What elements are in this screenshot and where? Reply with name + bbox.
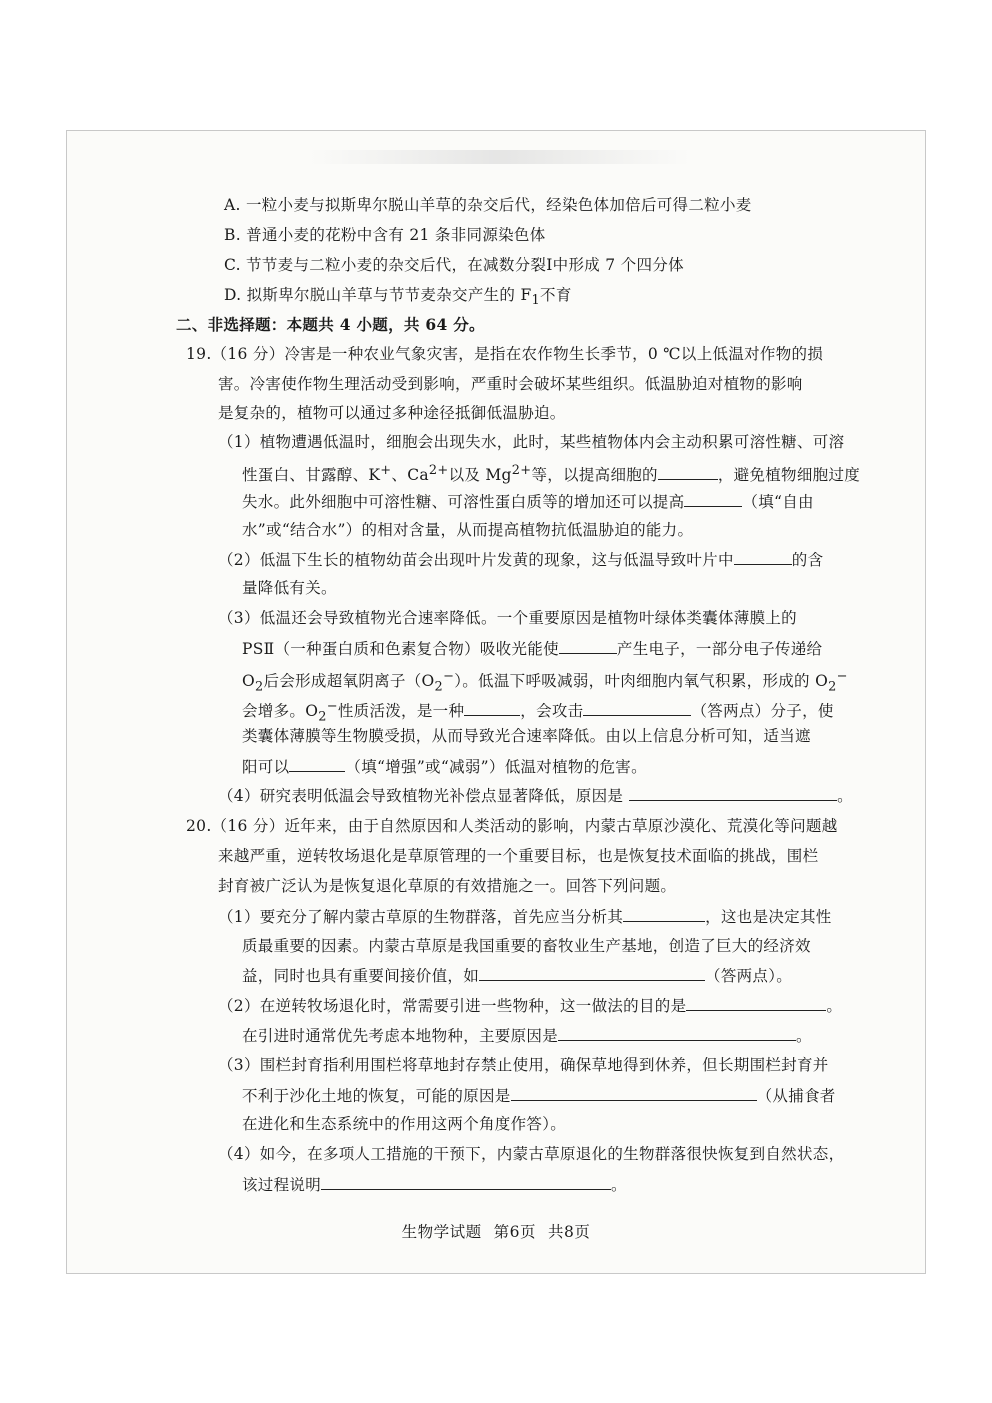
text: ，避免植物细胞过度: [717, 466, 861, 485]
option-d: [224, 284, 572, 312]
q19-part3-line5: 类囊体薄膜等生物膜受损，从而导致光合速率降低。由以上信息分析可知，适当遮: [242, 727, 811, 745]
footer-page: 第6页: [493, 1223, 536, 1241]
answer-blank[interactable]: [684, 490, 742, 507]
text: （填“增强”或“减弱”）低温对植物的危害。: [345, 758, 647, 776]
answer-blank[interactable]: [559, 637, 617, 654]
text: 后会形成超氧阴离子（O: [263, 672, 435, 691]
text: （答两点）分子，使: [691, 702, 834, 721]
answer-blank[interactable]: [289, 755, 345, 772]
option-b: B. 普通小麦的花粉中含有 21 条非同源染色体: [224, 226, 546, 244]
text: （答两点）。: [705, 967, 793, 985]
q19-part3-line4: [242, 696, 834, 728]
answer-blank[interactable]: [321, 1173, 611, 1190]
text: O: [242, 672, 256, 691]
text: 性蛋白、甘露醇、K: [242, 466, 381, 485]
q19-part3-line3: [242, 666, 848, 698]
footer-subject: 生物学试题: [401, 1223, 482, 1241]
answer-blank[interactable]: [734, 548, 792, 565]
page-footer: [0, 1220, 992, 1242]
answer-blank[interactable]: [464, 699, 520, 716]
answer-blank[interactable]: [623, 905, 705, 922]
text: 。: [796, 1027, 812, 1045]
text: 。: [826, 997, 843, 1015]
answer-blank[interactable]: [686, 994, 826, 1011]
q20-part3-line1: （3）围栏封育指利用围栏将草地封存禁止使用，确保草地得到休养，但长期围栏封育并: [218, 1056, 829, 1074]
text: （填“自由: [742, 493, 814, 511]
text: 阳可以: [242, 758, 290, 776]
text: 该过程说明: [242, 1176, 322, 1194]
superscript: 2+: [428, 463, 449, 478]
text: 产生电子，一部分电子传递给: [616, 640, 823, 658]
scan-smudge: [310, 150, 690, 164]
option-c: C. 节节麦与二粒小麦的杂交后代，在减数分裂Ⅰ中形成 7 个四分体: [224, 256, 684, 274]
text: 。: [837, 787, 853, 805]
option-a: A. 一粒小麦与拟斯卑尔脱山羊草的杂交后代，经染色体加倍后可得二粒小麦: [224, 196, 752, 214]
q19-part1-line3: [242, 490, 814, 513]
text: （4）研究表明低温会导致植物光补偿点显著降低，原因是: [218, 787, 624, 805]
q20-part4-line1: （4）如今，在多项人工措施的干预下，内蒙古草原退化的生物群落很快恢复到自然状态，: [218, 1145, 845, 1163]
text: 会增多。O: [242, 702, 319, 721]
superscript: −: [836, 669, 848, 684]
text: ，会攻击: [520, 702, 584, 721]
text: （从捕食者: [756, 1087, 836, 1105]
section-heading: 二、非选择题：本题共 4 小题，共 64 分。: [176, 315, 485, 334]
text: 。: [611, 1176, 627, 1194]
q20-part1-line2: 质最重要的因素。内蒙古草原是我国重要的畜牧业生产基地，创造了巨大的经济效: [242, 937, 811, 955]
q20-stem-line1: 20.（16 分）近年来，由于自然原因和人类活动的影响，内蒙古草原沙漠化、荒漠化等问题越: [186, 817, 838, 835]
subscript: 2: [255, 679, 264, 695]
q19-stem-line1: 19.（16 分）冷害是一种农业气象灾害，是指在农作物生长季节，0 ℃以上低温对作物的损: [186, 345, 824, 363]
text: （2）低温下生长的植物幼苗会出现叶片发黄的现象，这与低温导致叶片中: [218, 551, 734, 569]
text: 的含: [791, 551, 824, 569]
text: PSⅡ（一种蛋白质和色素复合物）吸收光能使: [242, 640, 559, 658]
text: （2）在逆转牧场退化时，常需要引进一些物种，这一做法的目的是: [218, 997, 687, 1015]
q19-part3-line6: [242, 755, 647, 778]
q19-stem-line2: 害。冷害使作物生理活动受到影响，严重时会破坏某些组织。低温胁迫对植物的影响: [218, 375, 803, 393]
q19-part1-line4: 水”或“结合水”）的相对含量，从而提高植物抗低温胁迫的能力。: [242, 521, 694, 539]
text: 以及 Mg: [448, 466, 512, 485]
answer-blank[interactable]: [583, 699, 691, 716]
subscript: 2: [828, 679, 837, 695]
q20-part1-line3: [242, 964, 792, 987]
q20-part3-line3: 在进化和生态系统中的作用这两个角度作答）。: [242, 1115, 567, 1133]
text: （1）要充分了解内蒙古草原的生物群落，首先应当分析其: [218, 908, 624, 926]
q20-part4-line2: [242, 1173, 627, 1196]
q19-part2-line1: [218, 548, 823, 571]
subscript: 2: [318, 709, 327, 725]
q20-part1-line1: [218, 905, 832, 928]
q20-part2-line2: [242, 1024, 812, 1047]
option-d-tail: 不育: [540, 286, 572, 304]
text: 等，以提高细胞的: [531, 466, 658, 485]
text: 在引进时通常优先考虑本地物种，主要原因是: [242, 1027, 559, 1045]
footer-total: 共8页: [548, 1223, 591, 1241]
q20-part3-line2: [242, 1084, 836, 1107]
q20-part2-line1: [218, 994, 842, 1017]
answer-blank[interactable]: [479, 964, 705, 981]
subscript: 1: [531, 293, 541, 309]
option-d-text: D. 拟斯卑尔脱山羊草与节节麦杂交产生的 F: [224, 286, 532, 304]
superscript: 2+: [511, 463, 532, 478]
q19-part1-line1: （1）植物遭遇低温时，细胞会出现失水，此时，某些植物体内会主动积累可溶性糖、可溶: [218, 433, 845, 451]
q19-part4-line1: [218, 784, 853, 807]
text: ，这也是决定其性: [705, 908, 832, 926]
text: ）。低温下呼吸减弱，叶肉细胞内氧气积累，形成的 O: [454, 672, 829, 691]
text: 失水。此外细胞中可溶性糖、可溶性蛋白质等的增加还可以提高: [242, 493, 685, 511]
q19-part3-line1: （3）低温还会导致植物光合速率降低。一个重要原因是植物叶绿体类囊体薄膜上的: [218, 609, 797, 627]
q20-stem-line2: 来越严重，逆转牧场退化是草原管理的一个重要目标，也是恢复技术面临的挑战，围栏: [218, 847, 819, 865]
superscript: −: [443, 669, 455, 684]
text: 、Ca: [391, 466, 429, 485]
answer-blank[interactable]: [511, 1084, 757, 1101]
q19-part1-line2: [242, 460, 860, 486]
text: 不利于沙化土地的恢复，可能的原因是: [242, 1087, 511, 1105]
subscript: 2: [434, 679, 444, 695]
q20-stem-line3: 封育被广泛认为是恢复退化草原的有效措施之一。回答下列问题。: [218, 877, 677, 895]
superscript: −: [326, 699, 338, 714]
superscript: +: [380, 463, 392, 478]
text: 益，同时也具有重要间接价值，如: [242, 967, 480, 985]
answer-blank[interactable]: [629, 784, 837, 801]
q19-stem-line3: 是复杂的，植物可以通过多种途径抵御低温胁迫。: [218, 404, 566, 422]
q19-part3-line2: [242, 637, 822, 660]
answer-blank[interactable]: [558, 1024, 796, 1041]
answer-blank[interactable]: [658, 463, 718, 480]
q19-part2-line2: 量降低有关。: [242, 579, 337, 597]
text: 性质活泼，是一种: [337, 702, 465, 721]
